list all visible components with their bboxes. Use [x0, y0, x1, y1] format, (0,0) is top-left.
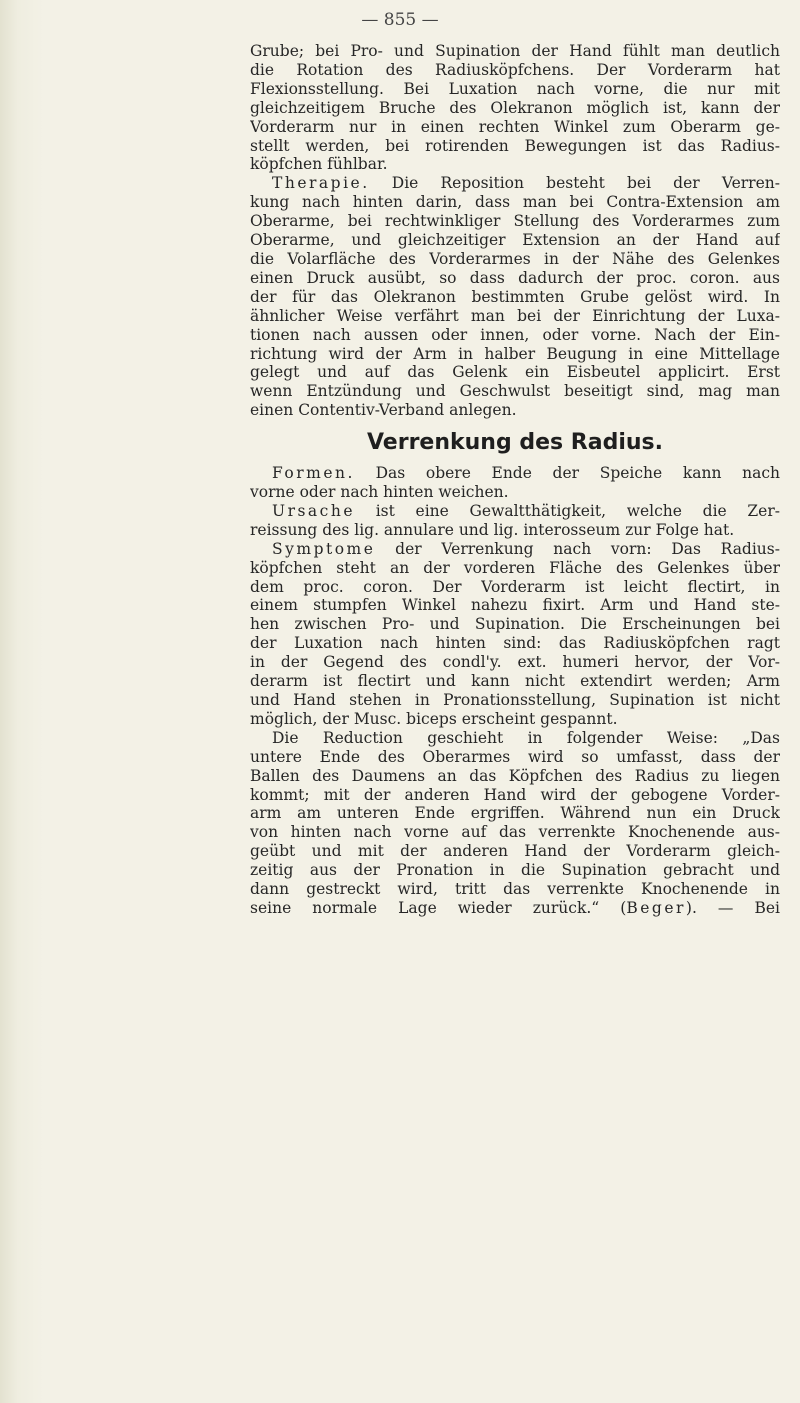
text-line: der für das Olekranon bestimmten Grube gelöst wird. In: [250, 287, 780, 306]
text-line: stellt werden, bei rotirenden Bewegungen ist das Radius-: [250, 136, 780, 155]
text-line: einen Contentiv-Verband anlegen.: [250, 401, 517, 420]
text-line: Oberarme, und gleichzeitiger Extension an der Hand auf: [250, 231, 780, 250]
text-line: untere Ende des Oberarmes wird so umfasst, dass der: [250, 747, 780, 766]
text-line: in der Gegend des condl'y. ext. humeri hervor, der Vor-: [250, 653, 780, 672]
text-line: einen Druck ausübt, so dass dadurch der proc. coron. aus: [250, 268, 780, 287]
text-line: tionen nach aussen oder innen, oder vorne. Nach der Ein-: [250, 325, 780, 344]
therapie-label: Therapie.: [272, 174, 370, 193]
text-line: hen zwischen Pro- und Supination. Die Erscheinungen bei: [250, 615, 780, 634]
author-citation: Beger: [626, 898, 686, 917]
text-line: ähnlicher Weise verfährt man bei der Einrichtung der Luxa-: [250, 306, 780, 325]
formen-label: Formen.: [272, 464, 355, 483]
text-line: die Volarfläche des Vorderarmes in der Nähe des Gelenkes: [250, 249, 780, 268]
symptome-label: Symptome: [272, 539, 376, 558]
text-line: kung nach hinten darin, dass man bei Contra-Extension am: [250, 193, 780, 212]
ursache-label: Ursache: [272, 501, 356, 520]
paragraph-formen: [250, 464, 780, 502]
paragraph-reduction: [250, 729, 780, 918]
text-line: Flexionsstellung. Bei Luxation nach vorne, die nur mit: [250, 79, 780, 98]
text-line: köpfchen fühlbar.: [250, 155, 388, 174]
text-line: dem proc. coron. Der Vorderarm ist leicht flectirt, in: [250, 577, 780, 596]
text-line: reissung des lig. annulare und lig. interosseum zur Folge hat.: [250, 520, 735, 539]
text-line: einem stumpfen Winkel nahezu fixirt. Arm und Hand ste-: [250, 596, 780, 615]
text-line: [250, 464, 780, 483]
text-line: dann gestreckt wird, tritt das verrenkte Knochenende in: [250, 880, 780, 899]
text-line: zeitig aus der Pronation in die Supination gebracht und: [250, 861, 780, 880]
symptome-first-line: der Verrenkung nach vorn: Das Radius-: [375, 539, 780, 558]
formen-first-line: Das obere Ende der Speiche kann nach: [354, 464, 780, 483]
paragraph-luxation-description: [250, 42, 780, 174]
text-line: gelegt und auf das Gelenk ein Eisbeutel applicirt. Erst: [250, 363, 780, 382]
text-line: die Rotation des Radiusköpfchens. Der Vorderarm hat: [250, 60, 780, 79]
body-text: [250, 42, 780, 918]
text-line: [250, 174, 780, 193]
text-line: wenn Entzündung und Geschwulst beseitigt sind, mag man: [250, 382, 780, 401]
text-line: [250, 899, 780, 918]
last-line-text: seine normale Lage wieder zurück.“ (: [250, 898, 627, 917]
section-heading: Verrenkung des Radius.: [366, 430, 663, 456]
therapie-first-line: Die Reposition besteht bei der Verren-: [369, 174, 780, 193]
text-line: gleichzeitigem Bruche des Olekranon möglich ist, kann der: [250, 98, 780, 117]
paragraph-therapie: [250, 174, 780, 420]
text-line: [250, 540, 780, 559]
ursache-first-line: ist eine Gewaltthätigkeit, welche die Zer-: [355, 501, 780, 520]
text-line: richtung wird der Arm in halber Beugung in eine Mittellage: [250, 344, 780, 363]
text-line: Oberarme, bei rechtwinkliger Stellung des Vorderarmes zum: [250, 212, 780, 231]
text-line: Grube; bei Pro- und Supination der Hand fühlt man deutlich: [250, 42, 780, 60]
paragraph-symptome: [250, 540, 780, 729]
text-line: Ballen des Daumens an das Köpfchen des Radius zu liegen: [250, 766, 780, 785]
text-line: und Hand stehen in Pronationsstellung, Supination ist nicht: [250, 691, 780, 709]
text-line: [250, 502, 780, 521]
text-line: von hinten nach vorne auf das verrenkte Knochenende aus-: [250, 823, 780, 842]
text-line: kommt; mit der anderen Hand wird der gebogene Vorder-: [250, 785, 780, 804]
text-line: vorne oder nach hinten weichen.: [250, 483, 509, 502]
text-line: derarm ist flectirt und kann nicht extendirt werden; Arm: [250, 672, 780, 691]
text-line: köpfchen steht an der vorderen Fläche des Gelenkes über: [250, 558, 780, 577]
text-line: möglich, der Musc. biceps erscheint gespannt.: [250, 709, 618, 728]
text-line: geübt und mit der anderen Hand der Vorderarm gleich-: [250, 842, 780, 861]
last-line-end: ). — Bei: [685, 898, 780, 917]
text-line: der Luxation nach hinten sind: das Radiusköpfchen ragt: [250, 634, 780, 653]
text-line: Vorderarm nur in einen rechten Winkel zum Oberarm ge-: [250, 117, 780, 136]
paragraph-ursache: [250, 502, 780, 540]
page-number: — 855 —: [361, 10, 439, 30]
text-line: arm am unteren Ende ergriffen. Während nun ein Druck: [250, 804, 780, 823]
text-line: Die Reduction geschieht in folgender Weise: „Das: [272, 728, 780, 747]
